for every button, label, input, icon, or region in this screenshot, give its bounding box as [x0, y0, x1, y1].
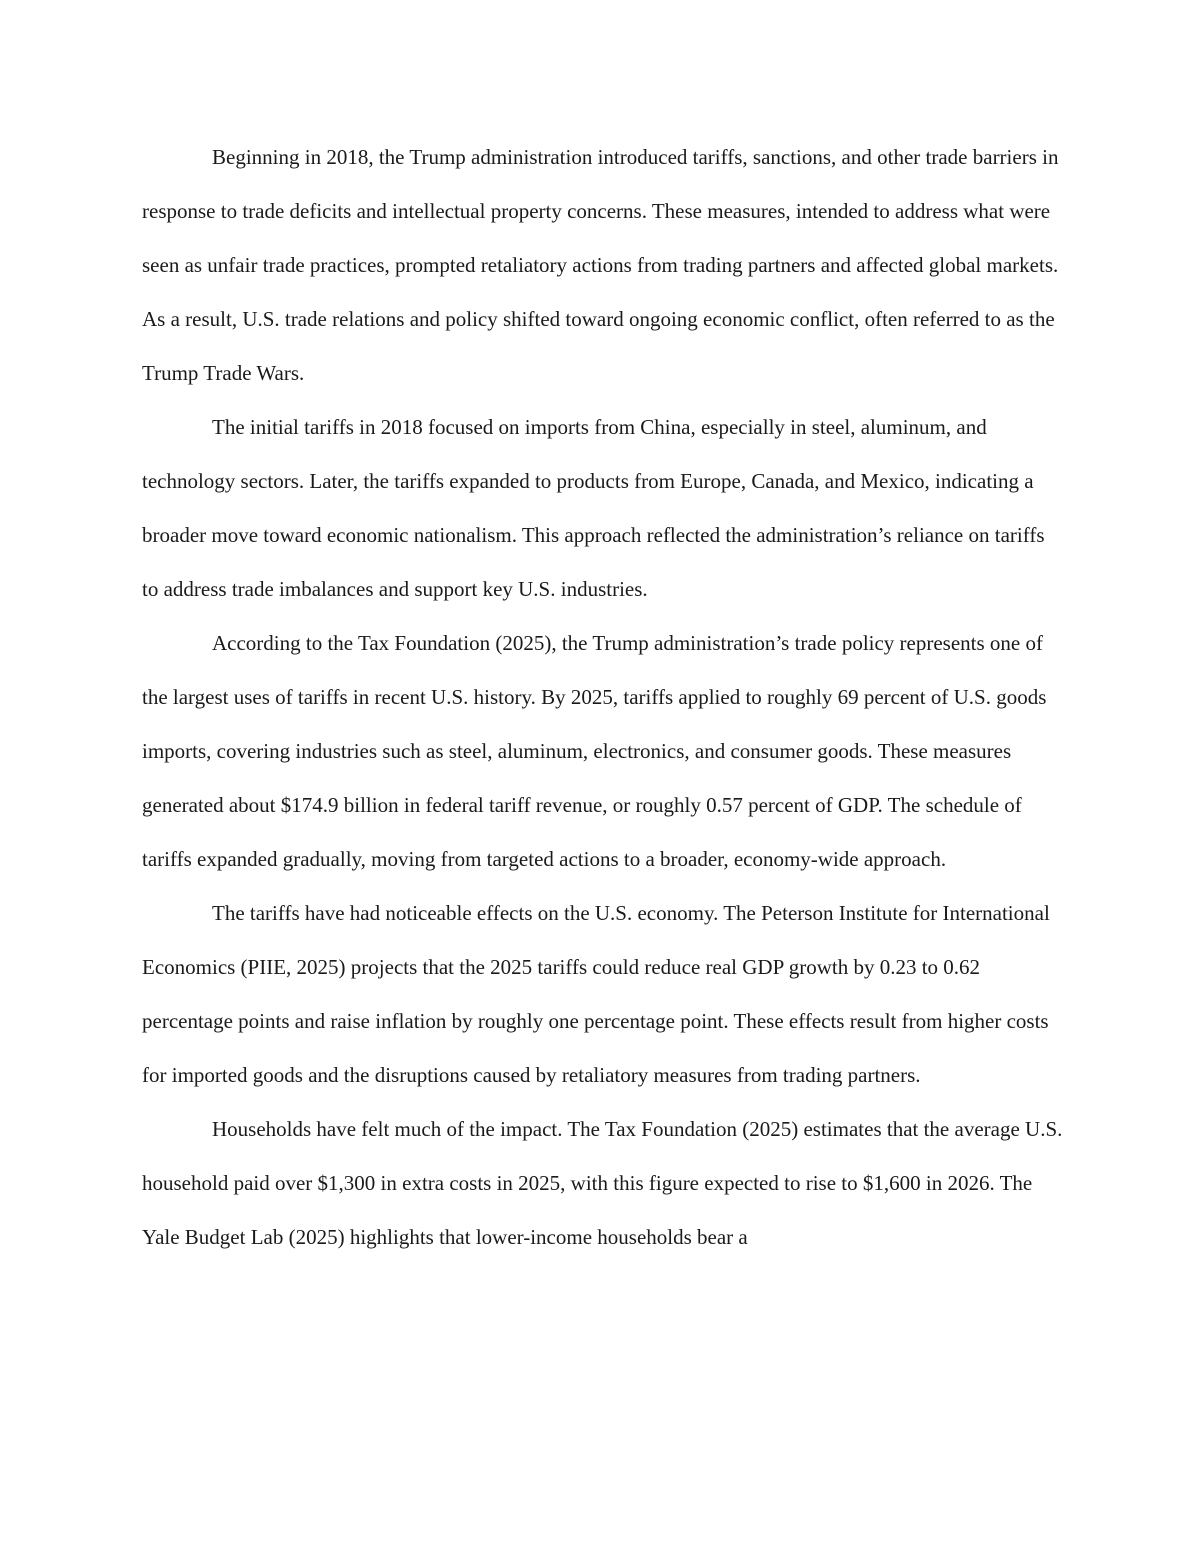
paragraph-2: The initial tariffs in 2018 focused on imports from China, especially in steel, aluminum, and technology sectors. Later, the tariffs expanded to products from Europe, Canada, and Mexico, indicating a broader move toward economic nationalism. This approach reflected the administration’s reliance on tariffs to address trade imbalances and support key U.S. industries. — [142, 415, 1045, 601]
paragraph-1: Beginning in 2018, the Trump administration introduced tariffs, sanctions, and other trade barriers in response to trade deficits and intellectual property concerns. These measures, intended to address what were seen as unfair trade practices, prompted retaliatory actions from trading partners and affected global markets. As a result, U.S. trade relations and policy shifted toward ongoing economic conflict, often referred to as the Trump Trade Wars. — [142, 145, 1059, 385]
paragraph-4: The tariffs have had noticeable effects on the U.S. economy. The Peterson Institute for International Economics (PIIE, 2025) projects that the 2025 tariffs could reduce real GDP growth by 0.23 to 0.62 percentage points and raise inflation by roughly one percentage point. These effects result from higher costs for imported goods and the disruptions caused by retaliatory measures from trading partners. — [142, 901, 1050, 1087]
paragraph-5: Households have felt much of the impact. The Tax Foundation (2025) estimates that the average U.S. household paid over $1,300 in extra costs in 2025, with this figure expected to rise to $1,600 in 2026. The Yale Budget Lab (2025) highlights that lower-income households bear a — [142, 1117, 1063, 1249]
paragraph-3: According to the Tax Foundation (2025), the Trump administration’s trade policy represents one of the largest uses of tariffs in recent U.S. history. By 2025, tariffs applied to roughly 69 percent of U.S. goods imports, covering industries such as steel, aluminum, electronics, and consumer goods. These measures generated about $174.9 billion in federal tariff revenue, or roughly 0.57 percent of GDP. The schedule of tariffs expanded gradually, moving from targeted actions to a broader, economy-wide approach. — [142, 631, 1047, 871]
document-body — [142, 130, 1064, 1264]
